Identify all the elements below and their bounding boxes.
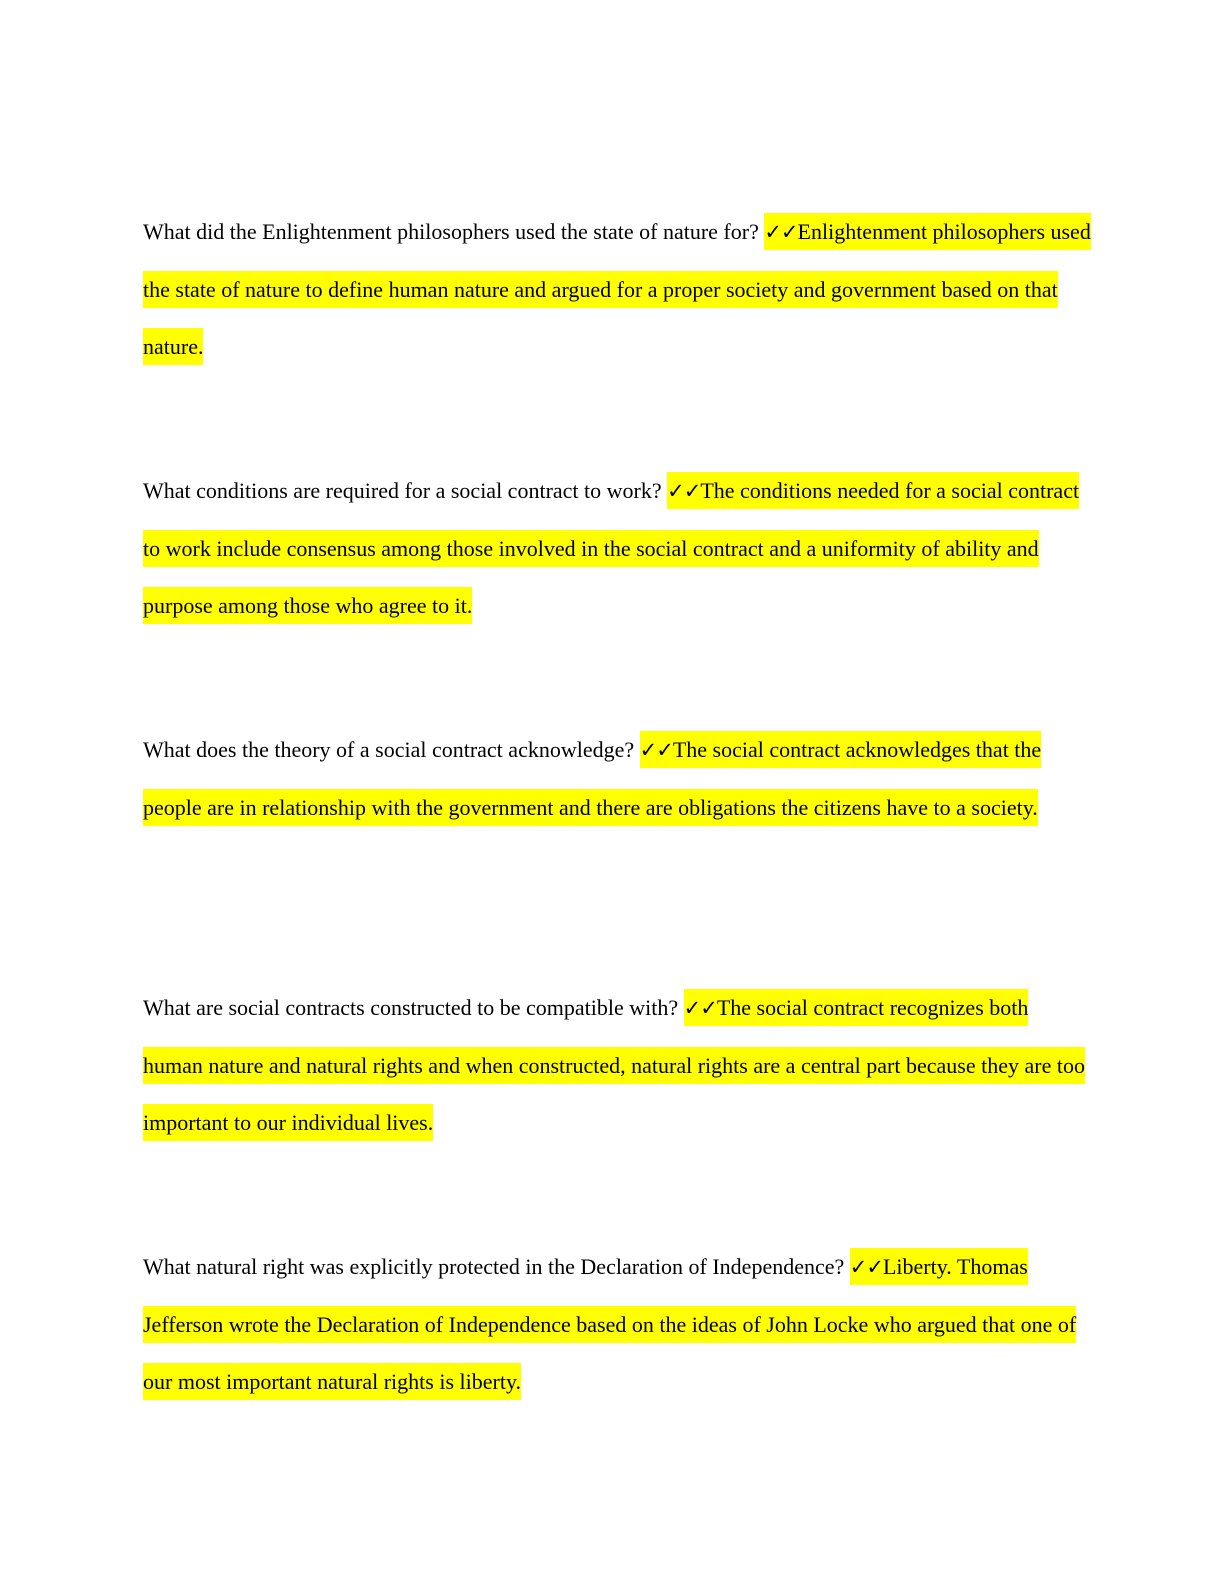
answer-text: The social contract acknowledges that the people are in relationship with the government and there are obligations the citizens have to a society. [143,737,1042,820]
answer-text: Enlightenment philosophers used the state of nature to define human nature and argued for a proper society and government based on that nature. [143,219,1091,359]
double-check-icon: ✓✓ [683,996,717,1020]
qa-block [143,462,1093,634]
answer-text: The conditions needed for a social contract to work include consensus among those involved in the social contract and a uniformity of ability and purpose among those who agree to it. [143,478,1080,618]
qa-block [143,203,1093,375]
double-check-icon: ✓✓ [639,738,673,762]
double-check-icon: ✓✓ [764,220,798,244]
qa-block [143,1238,1093,1410]
question-text: What did the Enlightenment philosophers used the state of nature for? [143,219,759,244]
question-text: What conditions are required for a social contract to work? [143,478,662,503]
qa-block [143,979,1093,1151]
double-check-icon: ✓✓ [667,479,701,503]
answer-text: Liberty. Thomas Jefferson wrote the Declaration of Independence based on the ideas of John Locke who argued that one of our most important natural rights is liberty. [143,1254,1077,1394]
answer-text: The social contract recognizes both human nature and natural rights and when constructed, natural rights are a central part because they are too important to our individual lives. [143,995,1085,1135]
question-text: What natural right was explicitly protected in the Declaration of Independence? [143,1254,845,1279]
question-text: What are social contracts constructed to be compatible with? [143,995,679,1020]
qa-block [143,721,1093,836]
question-text: What does the theory of a social contract acknowledge? [143,737,635,762]
double-check-icon: ✓✓ [849,1255,883,1279]
